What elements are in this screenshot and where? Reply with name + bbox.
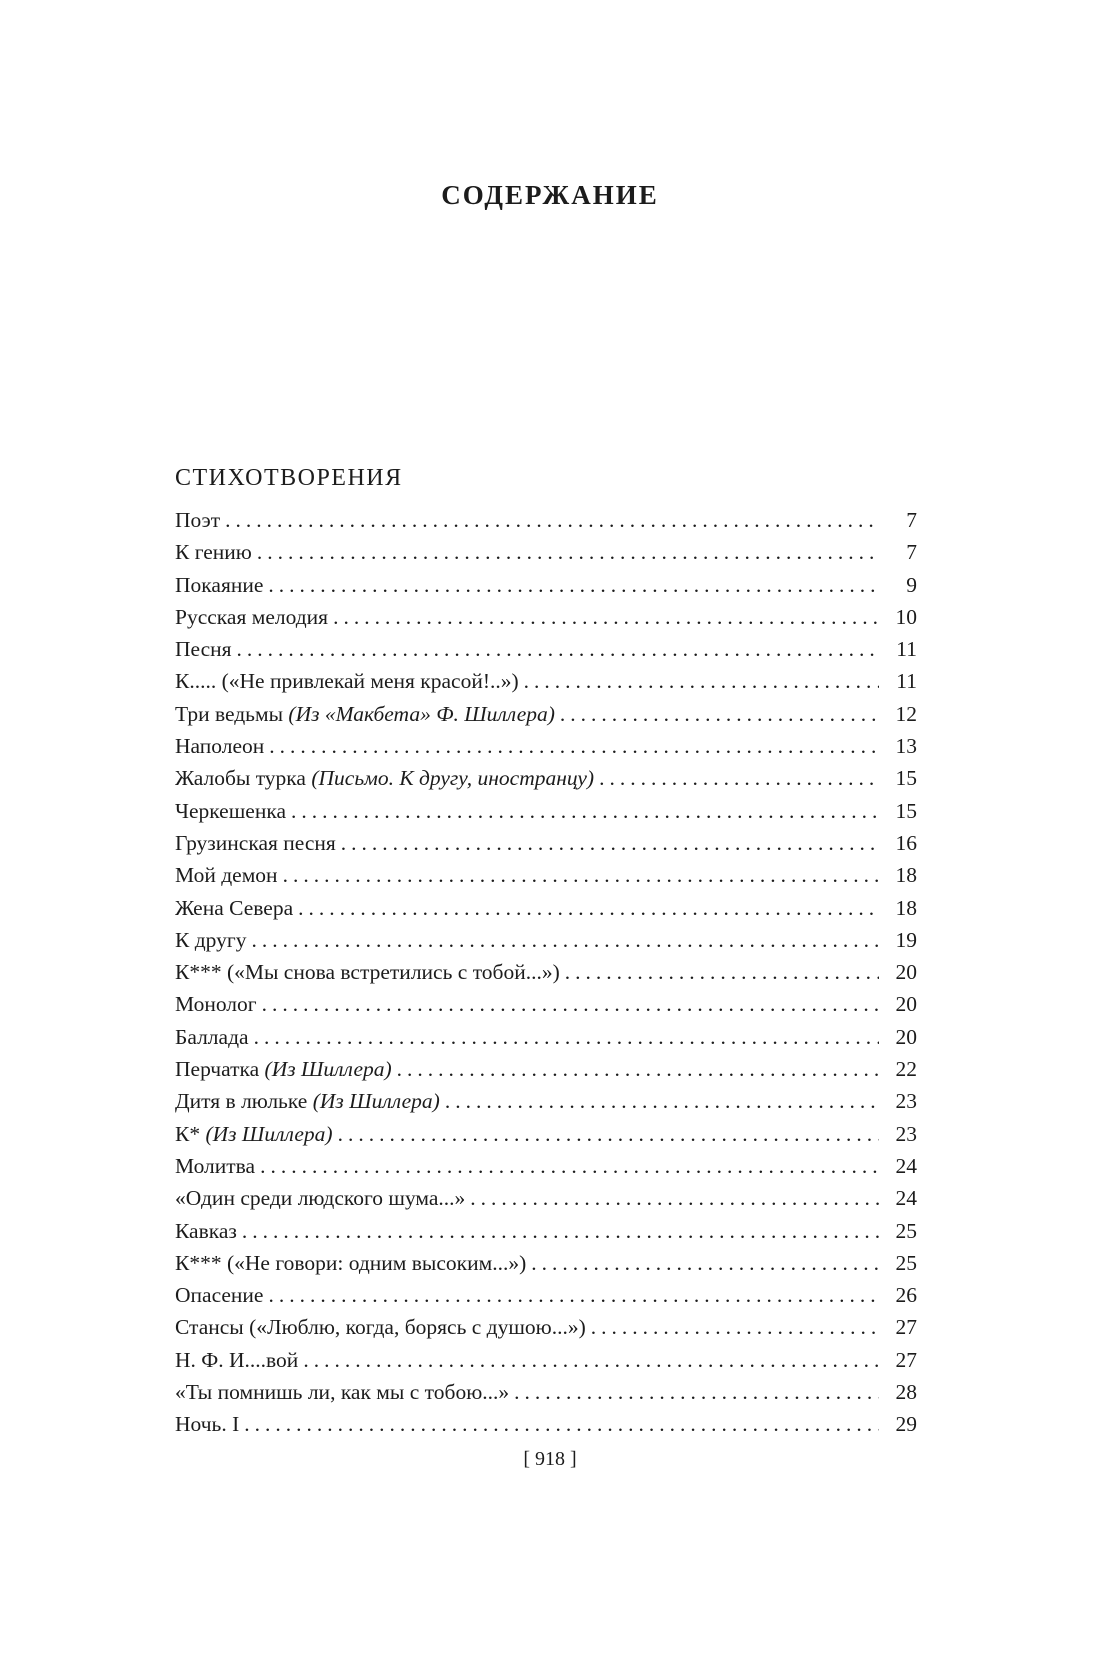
toc-entry-title: Монолог (175, 992, 257, 1017)
toc-entry-page: 28 (895, 1380, 917, 1405)
toc-entry-title: Русская мелодия (175, 604, 329, 629)
toc-entry (175, 665, 917, 697)
toc-entry-page: 23 (895, 1121, 917, 1146)
toc-entry-page: 11 (896, 637, 917, 662)
dot-leader (397, 1053, 879, 1085)
toc-entry-title: Мой демон (175, 863, 278, 888)
dot-leader (291, 795, 879, 827)
toc-entry-title: К*** («Не говори: одним высоким...») (175, 1250, 527, 1275)
toc-entry (175, 1215, 917, 1247)
toc-entry-page: 15 (895, 798, 917, 823)
dot-leader (338, 1118, 879, 1150)
toc-entry-subtitle: (Письмо. К другу, иностранцу) (311, 766, 595, 791)
toc-entry (175, 1408, 917, 1440)
toc-entry-title: К..... («Не привлекай меня красой!..») (175, 669, 519, 694)
toc-entry (175, 1344, 917, 1376)
dot-leader (298, 892, 879, 924)
toc-entry-title: К* (175, 1121, 206, 1146)
dot-leader (565, 956, 879, 988)
toc-entry-page: 24 (895, 1186, 917, 1211)
toc-entry (175, 924, 917, 956)
toc-entry-page: 12 (895, 701, 917, 726)
toc-entry-page: 18 (895, 895, 917, 920)
toc-entry-page: 20 (895, 1024, 917, 1049)
toc-entry-title: Покаяние (175, 572, 264, 597)
toc-entry (175, 1021, 917, 1053)
toc-entry-title: Черкешенка (175, 798, 286, 823)
toc-entry (175, 1118, 917, 1150)
toc-entry-page: 13 (895, 734, 917, 759)
toc-entry-title: Н. Ф. И....вой (175, 1347, 299, 1372)
toc-entry-title: Песня (175, 637, 232, 662)
toc-entry-subtitle: (Из Шиллера) (205, 1121, 333, 1146)
section-header: СТИХОТВОРЕНИЯ (175, 465, 403, 491)
table-of-contents (175, 462, 917, 1441)
dot-leader (242, 1215, 879, 1247)
dot-leader (268, 1279, 879, 1311)
toc-entry-title: К другу (175, 927, 247, 952)
dot-leader (303, 1344, 879, 1376)
dot-leader (269, 730, 879, 762)
dot-leader (260, 1150, 879, 1182)
toc-entry (175, 1311, 917, 1343)
toc-entry-page: 27 (895, 1315, 917, 1340)
toc-entry-page: 18 (895, 863, 917, 888)
toc-entry-subtitle: (Из Шиллера) (264, 1057, 392, 1082)
toc-entry (175, 1279, 917, 1311)
toc-entry-title: Молитва (175, 1153, 256, 1178)
toc-entry-title: Опасение (175, 1283, 264, 1308)
toc-entry-title: Жена Севера (175, 895, 294, 920)
dot-leader (251, 924, 879, 956)
toc-entry-subtitle: (Из «Макбета» Ф. Шиллера) (288, 701, 555, 726)
toc-entry-title: «Один среди людского шума...» (175, 1186, 466, 1211)
toc-entry (175, 730, 917, 762)
toc-entry (175, 827, 917, 859)
toc-entry-title: «Ты помнишь ли, как мы с тобою...» (175, 1380, 510, 1405)
dot-leader (257, 536, 879, 568)
toc-entry (175, 1150, 917, 1182)
dot-leader (254, 1021, 879, 1053)
dot-leader (560, 698, 879, 730)
dot-leader (341, 827, 879, 859)
toc-entry-page: 10 (895, 604, 917, 629)
toc-entry (175, 988, 917, 1020)
dot-leader (599, 762, 879, 794)
toc-entry-page: 20 (895, 992, 917, 1017)
toc-entry (175, 698, 917, 730)
toc-entry (175, 1182, 917, 1214)
page-title: СОДЕРЖАНИЕ (441, 180, 659, 210)
toc-entry (175, 1085, 917, 1117)
toc-entry-page: 19 (895, 927, 917, 952)
dot-leader (445, 1085, 879, 1117)
toc-entry-page: 23 (895, 1089, 917, 1114)
toc-entry-page: 27 (895, 1347, 917, 1372)
toc-entry-title: Стансы («Люблю, когда, борясь с душою...») (175, 1315, 586, 1340)
toc-entry-page: 29 (895, 1412, 917, 1437)
toc-entry-title: К гению (175, 540, 252, 565)
toc-entry-page: 25 (895, 1250, 917, 1275)
toc-entry-title: Три ведьмы (175, 701, 289, 726)
toc-entry-title: Наполеон (175, 734, 265, 759)
toc-entry (175, 1376, 917, 1408)
toc-entry (175, 956, 917, 988)
dot-leader (225, 504, 879, 536)
page-number-footer: [ 918 ] (523, 1448, 577, 1470)
toc-entry (175, 892, 917, 924)
toc-entry-title: Поэт (175, 508, 221, 532)
toc-entry-page: 26 (895, 1283, 917, 1308)
toc-entry-page: 15 (895, 766, 917, 791)
toc-entry (175, 601, 917, 633)
toc-entry (175, 569, 917, 601)
dot-leader (531, 1247, 879, 1279)
dot-leader (524, 665, 879, 697)
toc-entry-title: Баллада (175, 1024, 249, 1049)
toc-entry-page: 9 (906, 572, 917, 597)
dot-leader (470, 1182, 879, 1214)
dot-leader (591, 1311, 879, 1343)
toc-entry-page: 7 (906, 540, 917, 565)
toc-entry-title: Перчатка (175, 1057, 265, 1082)
toc-list (175, 504, 917, 1441)
toc-entry-title: Жалобы турка (175, 766, 312, 791)
toc-entry (175, 1247, 917, 1279)
toc-entry-page: 25 (895, 1218, 917, 1243)
toc-entry (175, 795, 917, 827)
dot-leader (262, 988, 879, 1020)
toc-entry (175, 504, 917, 536)
toc-entry (175, 633, 917, 665)
toc-entry (175, 762, 917, 794)
toc-entry (175, 859, 917, 891)
toc-entry-page: 24 (895, 1153, 917, 1178)
toc-entry (175, 536, 917, 568)
toc-entry-title: Ночь. I (175, 1412, 240, 1437)
toc-entry-title: Грузинская песня (175, 830, 336, 855)
toc-entry-page: 20 (895, 960, 917, 985)
dot-leader (283, 859, 879, 891)
toc-entry-title: Дитя в люльке (175, 1089, 313, 1114)
toc-entry-subtitle: (Из Шиллера) (312, 1089, 440, 1114)
dot-leader (244, 1408, 879, 1440)
toc-entry-page: 16 (895, 830, 917, 855)
dot-leader (333, 601, 879, 633)
toc-entry (175, 1053, 917, 1085)
toc-entry-page: 7 (906, 508, 917, 532)
toc-entry-title: К*** («Мы снова встретились с тобой...») (175, 960, 560, 985)
dot-leader (237, 633, 879, 665)
toc-entry-title: Кавказ (175, 1218, 237, 1243)
dot-leader (268, 569, 879, 601)
dot-leader (514, 1376, 879, 1408)
toc-entry-page: 11 (896, 669, 917, 694)
toc-entry-page: 22 (895, 1057, 917, 1082)
